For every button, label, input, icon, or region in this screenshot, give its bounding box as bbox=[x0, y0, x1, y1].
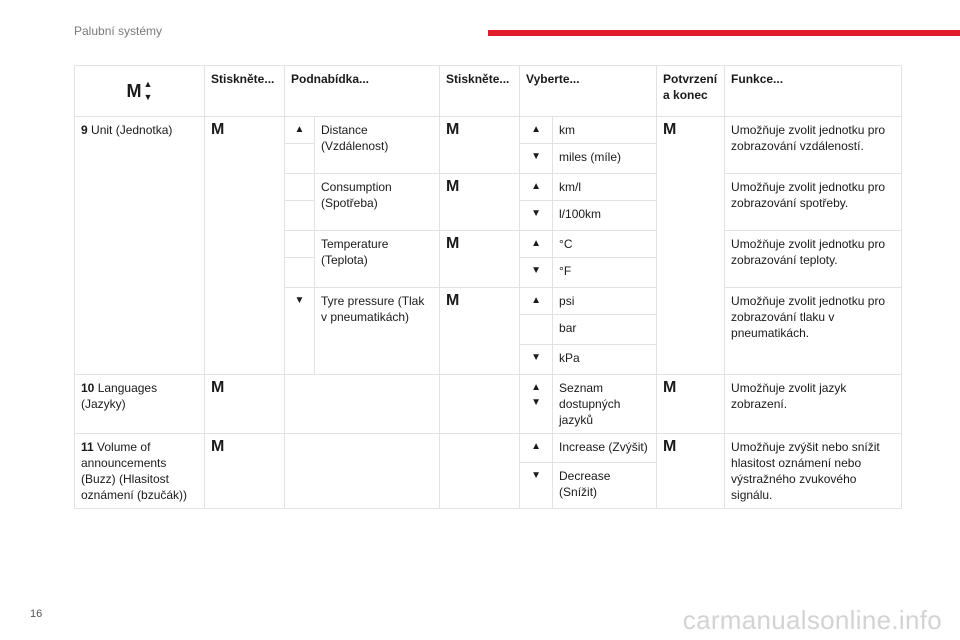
m-button-icon: M bbox=[440, 174, 520, 231]
option-miles: miles (míle) bbox=[553, 144, 657, 174]
m-button-icon: M bbox=[657, 375, 725, 434]
row-label-languages: 10 Languages (Jazyky) bbox=[75, 375, 205, 434]
arrow-up-icon: ▲ bbox=[520, 231, 553, 258]
m-button-icon: M bbox=[440, 288, 520, 375]
arrow-down-icon: ▼ bbox=[520, 345, 553, 375]
header-accent-bar bbox=[488, 30, 960, 36]
option-km: km bbox=[553, 117, 657, 144]
empty-cell bbox=[285, 375, 440, 434]
empty-cell bbox=[285, 144, 315, 174]
col-header-function: Funkce... bbox=[725, 66, 902, 117]
arrow-down-icon: ▼ bbox=[520, 462, 553, 508]
arrow-down-icon: ▼ bbox=[520, 201, 553, 231]
option-km-per-l: km/l bbox=[553, 174, 657, 201]
function-temperature: Umožňuje zvolit jednotku pro zobrazování teploty. bbox=[725, 231, 902, 288]
table-row bbox=[75, 117, 902, 144]
arrow-up-icon: ▲ bbox=[285, 117, 315, 144]
m-button-icon: M bbox=[657, 434, 725, 509]
watermark: carmanualsonline.info bbox=[682, 605, 942, 635]
function-consumption: Umožňuje zvolit jednotku pro zobrazování spotřeby. bbox=[725, 174, 902, 231]
menu-button-icon: M bbox=[126, 81, 142, 101]
empty-cell bbox=[440, 434, 520, 509]
submenu-tyre-pressure: Tyre pressure (Tlak v pneumatikách) bbox=[315, 288, 440, 375]
col-header-confirm: Potvrzení a konec bbox=[657, 66, 725, 117]
arrow-up-down-icon: ▲ ▼ bbox=[520, 375, 553, 434]
submenu-distance: Distance (Vzdálenost) bbox=[315, 117, 440, 174]
col-header-press-2: Stiskněte... bbox=[440, 66, 520, 117]
function-volume: Umožňuje zvýšit nebo snížit hlasitost oznámení nebo výstražného zvukového signálu. bbox=[725, 434, 902, 509]
option-decrease: Decrease (Snížit) bbox=[553, 462, 657, 508]
arrow-up-icon: ▲ bbox=[520, 434, 553, 463]
table-row bbox=[75, 375, 902, 434]
function-distance: Umožňuje zvolit jednotku pro zobrazování vzdáleností. bbox=[725, 117, 902, 174]
row-label-unit: 9 Unit (Jednotka) bbox=[75, 117, 205, 375]
arrow-down-icon: ▼ bbox=[520, 144, 553, 174]
submenu-consumption: Consumption (Spotřeba) bbox=[315, 174, 440, 231]
arrow-up-icon: ▲ bbox=[520, 174, 553, 201]
empty-cell bbox=[440, 375, 520, 434]
function-languages: Umožňuje zvolit jazyk zobrazení. bbox=[725, 375, 902, 434]
col-header-submenu: Podnabídka... bbox=[285, 66, 440, 117]
function-tyre-pressure: Umožňuje zvolit jednotku pro zobrazování tlaku v pneumatikách. bbox=[725, 288, 902, 375]
empty-cell bbox=[285, 231, 315, 258]
option-psi: psi bbox=[553, 288, 657, 315]
m-button-icon: M bbox=[440, 231, 520, 288]
page-number: 16 bbox=[30, 608, 43, 620]
table-header-row bbox=[75, 66, 902, 117]
table-row bbox=[75, 434, 902, 463]
empty-cell bbox=[520, 315, 553, 345]
col-header-press: Stiskněte... bbox=[205, 66, 285, 117]
row-label-volume: 11 Volume of announcements (Buzz) (Hlasitost oznámení (bzučák)) bbox=[75, 434, 205, 509]
submenu-temperature: Temperature (Teplota) bbox=[315, 231, 440, 288]
arrow-down-icon: ▼ bbox=[520, 258, 553, 288]
empty-cell bbox=[285, 201, 315, 231]
option-celsius: °C bbox=[553, 231, 657, 258]
option-increase: Increase (Zvýšit) bbox=[553, 434, 657, 463]
m-button-icon: M bbox=[205, 434, 285, 509]
settings-table bbox=[74, 65, 902, 509]
m-button-icon: M bbox=[205, 117, 285, 375]
option-language-list: Seznam dostupných jazyků bbox=[553, 375, 657, 434]
arrow-up-icon: ▲ bbox=[520, 117, 553, 144]
empty-cell bbox=[285, 174, 315, 201]
arrow-up-icon: ▲ bbox=[520, 288, 553, 315]
empty-cell bbox=[285, 258, 315, 288]
arrow-down-icon: ▼ bbox=[285, 288, 315, 375]
empty-cell bbox=[285, 434, 440, 509]
col-header-select: Vyberte... bbox=[520, 66, 657, 117]
arrow-up-icon: ▲ bbox=[143, 79, 153, 89]
page-header-title: Palubní systémy bbox=[74, 24, 163, 38]
header-menu-icon-cell bbox=[75, 66, 205, 117]
option-bar: bar bbox=[553, 315, 657, 345]
arrow-down-icon: ▼ bbox=[143, 92, 153, 102]
m-button-icon: M bbox=[205, 375, 285, 434]
m-button-icon: M bbox=[657, 117, 725, 375]
option-l-per-100km: l/100km bbox=[553, 201, 657, 231]
m-button-icon: M bbox=[440, 117, 520, 174]
option-kpa: kPa bbox=[553, 345, 657, 375]
option-fahrenheit: °F bbox=[553, 258, 657, 288]
